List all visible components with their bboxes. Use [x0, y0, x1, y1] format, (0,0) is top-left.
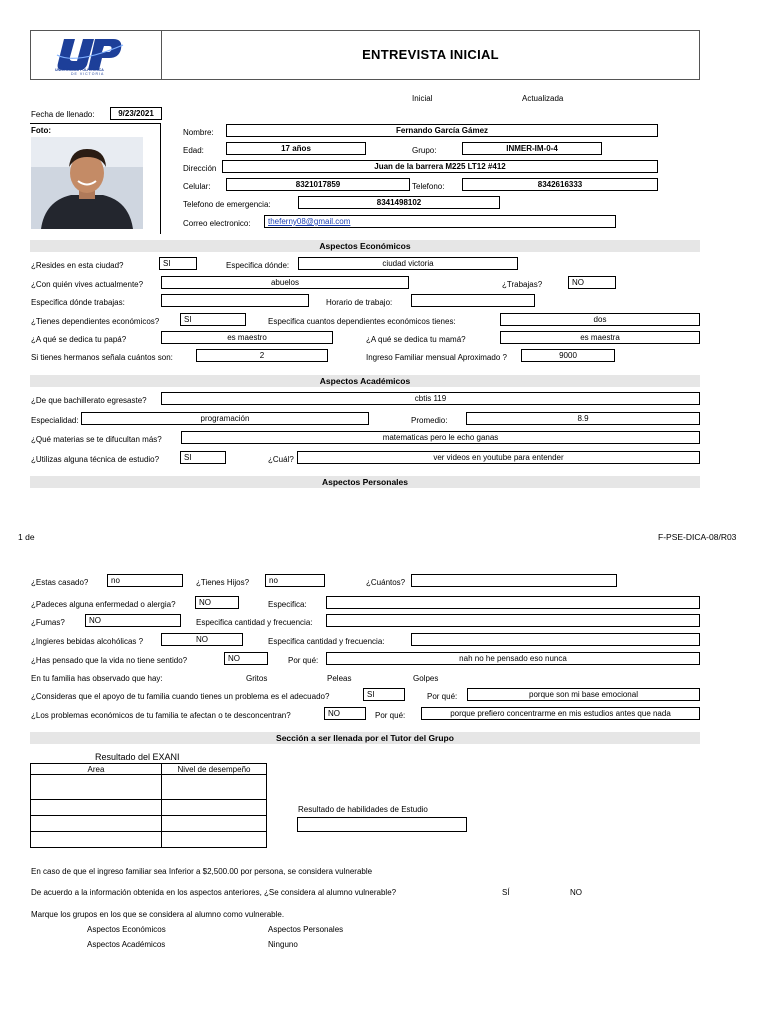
section-academic: Aspectos Académicos	[30, 375, 700, 387]
form-code: F-PSE-DICA-08/R03	[658, 532, 737, 542]
family-observation-question: En tu familia has observado que hay:	[31, 674, 163, 683]
address-label: Dirección	[183, 164, 217, 173]
cell-label: Celular:	[183, 182, 211, 191]
technique-answer[interactable]: SI	[180, 451, 226, 464]
emergency-label: Telefono de emergencia:	[183, 200, 271, 209]
dependents-count-answer[interactable]: dos	[500, 313, 700, 326]
where-question: Especifica dónde:	[226, 261, 290, 270]
fill-date-field[interactable]: 9/23/2021	[110, 107, 162, 120]
illness-question: ¿Padeces alguna enfermedad o alergia?	[31, 600, 176, 609]
option-peleas[interactable]: Peleas	[327, 674, 352, 683]
mother-answer[interactable]: es maestra	[500, 331, 700, 344]
group-economic[interactable]: Aspectos Económicos	[87, 925, 166, 934]
emergency-field[interactable]: 8341498102	[298, 196, 500, 209]
schedule-answer[interactable]	[411, 294, 535, 307]
married-answer[interactable]: no	[107, 574, 183, 587]
exani-table	[30, 763, 267, 848]
alcohol-spec-question: Especifica cantidad y frecuencia:	[268, 637, 385, 646]
support-answer[interactable]: SI	[363, 688, 405, 701]
page-number: 1 de	[18, 532, 35, 542]
income-question: Ingreso Familiar mensual Aproximado ?	[366, 353, 507, 362]
name-field[interactable]: Fernando García Gámez	[226, 124, 658, 137]
section-economic: Aspectos Económicos	[30, 240, 700, 252]
cell-field[interactable]: 8321017859	[226, 178, 410, 191]
dependents-question: ¿Tienes dependientes económicos?	[31, 317, 160, 326]
technique-question: ¿Utilizas alguna técnica de estudio?	[31, 455, 160, 464]
option-golpes[interactable]: Golpes	[413, 674, 439, 683]
email-field[interactable]	[264, 215, 616, 228]
study-habits-label: Resultado de habilidades de Estudio	[298, 805, 428, 814]
life-why-label: Por qué:	[288, 656, 319, 665]
table-row	[31, 800, 267, 816]
average-question: Promedio:	[411, 416, 448, 425]
dependents-count-question: Especifica cuantos dependientes económicos tienes:	[268, 317, 456, 326]
work-where-answer[interactable]	[161, 294, 309, 307]
life-question: ¿Has pensado que la vida no tiene sentido?	[31, 656, 188, 665]
fill-date-label: Fecha de llenado:	[31, 110, 95, 119]
life-why-answer[interactable]: nah no he pensado eso nunca	[326, 652, 700, 665]
support-question: ¿Consideras que el apoyo de tu familia cuando tienes un problema es el adecuado?	[31, 692, 330, 701]
table-row	[31, 832, 267, 848]
econ-problems-why-answer[interactable]: porque prefiero concentrarme en mis estudios antes que nada	[421, 707, 700, 720]
group-field[interactable]: INMER-IM-0-4	[462, 142, 602, 155]
support-why-answer[interactable]: porque son mi base emocional	[467, 688, 700, 701]
hard-subjects-answer[interactable]: matematicas pero le echo ganas	[181, 431, 700, 444]
table-row	[31, 775, 267, 800]
section-personal: Aspectos Personales	[30, 476, 700, 488]
group-academic[interactable]: Aspectos Académicos	[87, 940, 166, 949]
school-answer[interactable]: cbtis 119	[161, 392, 700, 405]
smoke-spec-question: Especifica cantidad y frecuencia:	[196, 618, 313, 627]
income-answer[interactable]: 9000	[521, 349, 615, 362]
siblings-question: Si tienes hermanos señala cuántos son:	[31, 353, 173, 362]
exani-title: Resultado del EXANI	[95, 752, 180, 762]
vulnerable-note: En caso de que el ingreso familiar sea Inferior a $2,500.00 por persona, se considera vulnerable	[31, 867, 373, 876]
econ-problems-question: ¿Los problemas económicos de tu familia te afectan o te desconcentran?	[31, 711, 291, 720]
speciality-answer[interactable]: programación	[81, 412, 369, 425]
which-answer[interactable]: ver videos en youtube para entender	[297, 451, 700, 464]
econ-problems-answer[interactable]: NO	[324, 707, 366, 720]
speciality-question: Especialidad:	[31, 416, 79, 425]
vulnerable-yes[interactable]: SÍ	[502, 888, 510, 897]
city-answer[interactable]: SI	[159, 257, 197, 270]
page-title: ENTREVISTA INICIAL	[362, 47, 499, 62]
city-question: ¿Resides en esta ciudad?	[31, 261, 124, 270]
live-with-answer[interactable]: abuelos	[161, 276, 409, 289]
status-updated[interactable]: Actualizada	[522, 94, 564, 103]
father-question: ¿A qué se dedica tu papá?	[31, 335, 127, 344]
smoke-question: ¿Fumas?	[31, 618, 65, 627]
student-portrait-icon	[31, 137, 143, 229]
photo-label: Foto:	[31, 126, 51, 135]
live-with-question: ¿Con quién vives actualmente?	[31, 280, 144, 289]
work-where-question: Especifica dónde trabajas:	[31, 298, 125, 307]
married-question: ¿Estas casado?	[31, 578, 89, 587]
work-question: ¿Trabajas?	[502, 280, 543, 289]
average-answer[interactable]: 8.9	[466, 412, 700, 425]
name-label: Nombre:	[183, 128, 214, 137]
dependents-answer[interactable]: SI	[180, 313, 246, 326]
group-label: Grupo:	[412, 146, 437, 155]
how-many-answer[interactable]	[411, 574, 617, 587]
section-tutor: Sección a ser llenada por el Tutor del Grupo	[30, 732, 700, 744]
student-photo	[31, 137, 143, 229]
table-row	[31, 816, 267, 832]
address-field[interactable]: Juan de la barrera M225 LT12 #412	[222, 160, 658, 173]
kids-answer[interactable]: no	[265, 574, 325, 587]
logo-subtitle-1: UNIVERSIDAD POLITÉCNICA	[55, 68, 104, 72]
support-why-label: Por qué:	[427, 692, 458, 701]
illness-spec-answer[interactable]	[326, 596, 700, 609]
group-none[interactable]: Ninguno	[268, 940, 298, 949]
illness-spec-question: Especifica:	[268, 600, 307, 609]
exani-col-area: Area	[31, 764, 162, 775]
kids-question: ¿Tienes Hijos?	[196, 578, 250, 587]
alcohol-spec-answer[interactable]	[411, 633, 700, 646]
which-question: ¿Cuál?	[268, 455, 294, 464]
where-answer[interactable]: ciudad victoria	[298, 257, 518, 270]
age-label: Edad:	[183, 146, 204, 155]
age-field[interactable]: 17 años	[226, 142, 366, 155]
work-answer[interactable]: NO	[568, 276, 616, 289]
phone-label: Telefono:	[412, 182, 445, 191]
study-habits-field[interactable]	[297, 817, 467, 832]
smoke-answer[interactable]: NO	[85, 614, 181, 627]
life-answer[interactable]: NO	[224, 652, 268, 665]
school-question: ¿De que bachillerato egresaste?	[31, 396, 147, 405]
logo-subtitle-2: DE VICTORIA	[71, 72, 105, 76]
email-link[interactable]: theferny08@gmail.com	[268, 217, 351, 226]
status-initial[interactable]: Inicial	[412, 94, 433, 103]
exani-col-level: Nivel de desempeño	[162, 764, 267, 775]
econ-problems-why-label: Por qué:	[375, 711, 406, 720]
email-label: Correo electronico:	[183, 219, 251, 228]
smoke-spec-answer[interactable]	[326, 614, 700, 627]
siblings-answer[interactable]: 2	[196, 349, 328, 362]
alcohol-answer[interactable]: NO	[161, 633, 243, 646]
how-many-question: ¿Cuántos?	[366, 578, 406, 587]
phone-field[interactable]: 8342616333	[462, 178, 658, 191]
option-gritos[interactable]: Gritos	[246, 674, 268, 683]
schedule-question: Horario de trabajo:	[326, 298, 393, 307]
father-answer[interactable]: es maestro	[161, 331, 333, 344]
vulnerable-question: De acuerdo a la información obtenida en los aspectos anteriores, ¿Se considera al alumno vulnerable?	[31, 888, 397, 897]
form-header	[30, 30, 700, 80]
alcohol-question: ¿Ingieres bebidas alcohólicas ?	[31, 637, 144, 646]
mother-question: ¿A qué se dedica tu mamá?	[366, 335, 466, 344]
illness-answer[interactable]: NO	[195, 596, 239, 609]
hard-subjects-question: ¿Qué materias se te difucultan más?	[31, 435, 162, 444]
group-personal[interactable]: Aspectos Personales	[268, 925, 344, 934]
groups-question: Marque los grupos en los que se considera al alumno como vulnerable.	[31, 910, 285, 919]
vulnerable-no[interactable]: NO	[570, 888, 582, 897]
university-logo	[31, 31, 162, 79]
